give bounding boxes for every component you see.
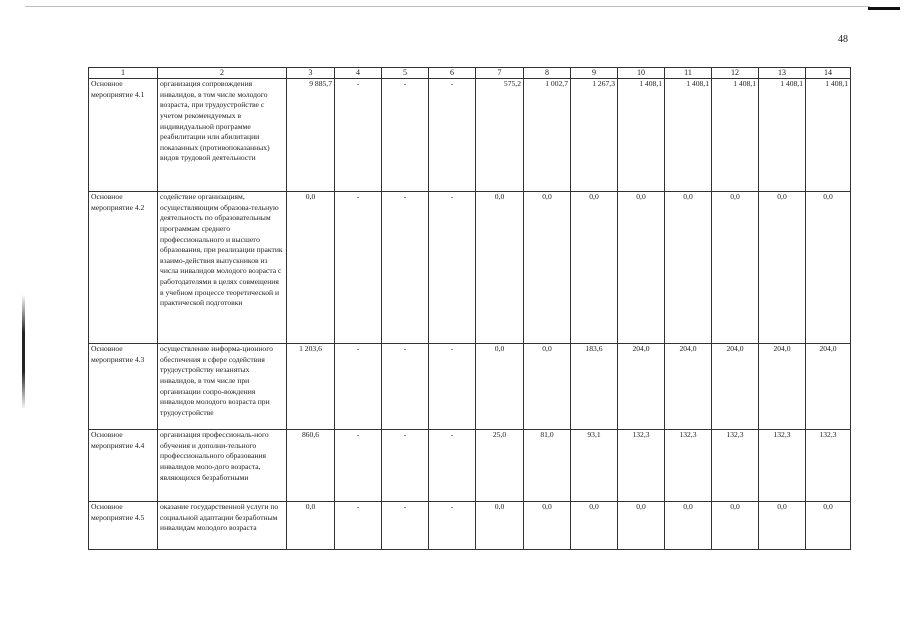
budget-table (88, 67, 851, 550)
value-cell: 0,0 (571, 192, 618, 344)
col-header: 1 (89, 68, 158, 79)
page-number: 48 (838, 34, 848, 45)
col-header: 7 (476, 68, 524, 79)
value-cell: 132,3 (712, 430, 759, 502)
value-cell: 1 408,1 (806, 79, 851, 192)
value-cell: 860,6 (287, 430, 335, 502)
col-header: 2 (158, 68, 287, 79)
value-cell: 1 203,6 (287, 344, 335, 430)
value-cell: 0,0 (759, 192, 806, 344)
row-description: оказание государственной услуги по социальной адаптации безработным инвалидам молодого возраста (158, 502, 287, 550)
value-cell: - (429, 79, 476, 192)
value-cell: 204,0 (759, 344, 806, 430)
value-cell: 204,0 (618, 344, 665, 430)
value-cell: 183,6 (571, 344, 618, 430)
value-cell: 0,0 (476, 344, 524, 430)
header-row (89, 68, 851, 79)
table-row (89, 502, 851, 550)
col-header: 3 (287, 68, 335, 79)
value-cell: 0,0 (571, 502, 618, 550)
value-cell: 0,0 (476, 502, 524, 550)
value-cell: - (382, 502, 429, 550)
col-header: 11 (665, 68, 712, 79)
value-cell: 0,0 (618, 192, 665, 344)
value-cell: 132,3 (806, 430, 851, 502)
row-description: осуществление информа-ционного обеспечения в сфере содействия трудоустройству незанятых инвалидов, в том числе при организации сопро-вождения инвалидов молодого возраста при трудоустройстве (158, 344, 287, 430)
row-description: содействие организациям, осуществляющим образова-тельную деятельность по образовательным программам среднего профессионального и высшего образования, при реализации практик взаимо-действия выпускников из числа инвалидов молодого возраста с работодателями в целях совмещения в учебном процессе теоретической и практической подготовки (158, 192, 287, 344)
value-cell: - (335, 79, 382, 192)
value-cell: - (335, 430, 382, 502)
scan-left-edge (22, 0, 25, 640)
value-cell: - (335, 502, 382, 550)
col-header: 9 (571, 68, 618, 79)
table-row (89, 192, 851, 344)
value-cell: 81,0 (524, 430, 571, 502)
col-header: 5 (382, 68, 429, 79)
value-cell: 0,0 (287, 502, 335, 550)
value-cell: - (382, 430, 429, 502)
table-row (89, 79, 851, 192)
col-header: 13 (759, 68, 806, 79)
scan-top-line (25, 6, 870, 7)
value-cell: 132,3 (618, 430, 665, 502)
scan-top-mark (868, 7, 900, 10)
value-cell: 0,0 (524, 344, 571, 430)
row-name: Основное мероприятие 4.4 (89, 430, 158, 502)
row-name: Основное мероприятие 4.1 (89, 79, 158, 192)
row-description: организация сопровождения инвалидов, в том числе молодого возраста, при трудоустройстве с учетом рекомендуемых в индивидуальной программе реабилитации или абилитации показанных (противопоказанных) видов трудовой деятельности (158, 79, 287, 192)
value-cell: 0,0 (712, 192, 759, 344)
row-name: Основное мероприятие 4.2 (89, 192, 158, 344)
value-cell: 0,0 (287, 192, 335, 344)
col-header: 14 (806, 68, 851, 79)
value-cell: - (382, 192, 429, 344)
col-header: 4 (335, 68, 382, 79)
value-cell: 0,0 (476, 192, 524, 344)
col-header: 6 (429, 68, 476, 79)
col-header: 8 (524, 68, 571, 79)
value-cell: 0,0 (806, 192, 851, 344)
value-cell: - (429, 502, 476, 550)
value-cell: 0,0 (665, 502, 712, 550)
value-cell: 1 408,1 (712, 79, 759, 192)
value-cell: 204,0 (806, 344, 851, 430)
value-cell: - (335, 344, 382, 430)
value-cell: - (382, 79, 429, 192)
value-cell: 0,0 (806, 502, 851, 550)
row-description: организация профессиональ-ного обучения и дополни-тельного профессионального образования инвалидов моло-дого возраста, являющихся безработными (158, 430, 287, 502)
value-cell: 0,0 (759, 502, 806, 550)
value-cell: - (429, 430, 476, 502)
value-cell: 575,2 (476, 79, 524, 192)
table-row (89, 344, 851, 430)
value-cell: - (382, 344, 429, 430)
value-cell: 1 002,7 (524, 79, 571, 192)
row-name: Основное мероприятие 4.3 (89, 344, 158, 430)
value-cell: 93,1 (571, 430, 618, 502)
col-header: 12 (712, 68, 759, 79)
value-cell: 25,0 (476, 430, 524, 502)
value-cell: - (429, 344, 476, 430)
value-cell: 0,0 (618, 502, 665, 550)
value-cell: - (429, 192, 476, 344)
value-cell: 204,0 (712, 344, 759, 430)
value-cell: 0,0 (712, 502, 759, 550)
value-cell: 204,0 (665, 344, 712, 430)
value-cell: 0,0 (524, 192, 571, 344)
value-cell: 1 267,3 (571, 79, 618, 192)
value-cell: 132,3 (759, 430, 806, 502)
value-cell: 0,0 (524, 502, 571, 550)
value-cell: 1 408,1 (618, 79, 665, 192)
value-cell: 1 408,1 (759, 79, 806, 192)
value-cell: 9 885,7 (287, 79, 335, 192)
col-header: 10 (618, 68, 665, 79)
value-cell: 1 408,1 (665, 79, 712, 192)
value-cell: 0,0 (665, 192, 712, 344)
value-cell: - (335, 192, 382, 344)
row-name: Основное мероприятие 4.5 (89, 502, 158, 550)
table-row (89, 430, 851, 502)
value-cell: 132,3 (665, 430, 712, 502)
